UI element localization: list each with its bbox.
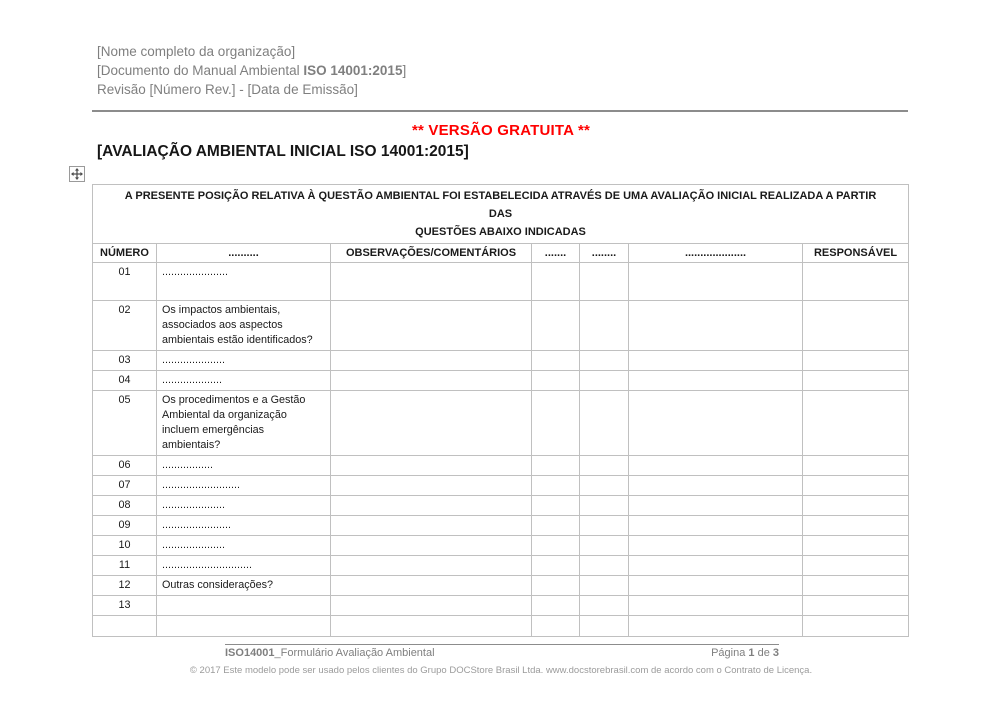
organization-name-placeholder: [Nome completo da organização] bbox=[97, 44, 296, 59]
empty-fill-cell[interactable] bbox=[580, 391, 629, 456]
empty-fill-cell[interactable] bbox=[331, 263, 532, 301]
document-header bbox=[97, 42, 406, 99]
questao-cell[interactable]: Os impactos ambientais, associados aos aspectos ambientais estão identificados? bbox=[157, 301, 331, 351]
page-of-label: de bbox=[754, 647, 773, 659]
table-row bbox=[93, 496, 909, 516]
empty-fill-cell[interactable] bbox=[580, 536, 629, 556]
questao-cell[interactable] bbox=[157, 596, 331, 616]
empty-fill-cell[interactable] bbox=[629, 301, 803, 351]
iso-standard-ref: ISO 14001:2015 bbox=[303, 63, 403, 78]
table-row bbox=[93, 616, 909, 637]
column-header-5: ........ bbox=[580, 244, 629, 263]
numero-cell[interactable]: 11 bbox=[93, 556, 157, 576]
empty-fill-cell[interactable] bbox=[580, 476, 629, 496]
empty-fill-cell[interactable] bbox=[532, 576, 580, 596]
table-title bbox=[93, 185, 909, 244]
numero-cell[interactable]: 13 bbox=[93, 596, 157, 616]
numero-cell[interactable]: 01 bbox=[93, 263, 157, 301]
empty-fill-cell[interactable] bbox=[331, 536, 532, 556]
empty-fill-cell[interactable] bbox=[803, 556, 909, 576]
empty-fill-cell[interactable] bbox=[629, 371, 803, 391]
revision-placeholder: Revisão [Número Rev.] - [Data de Emissão] bbox=[97, 82, 358, 97]
empty-fill-cell[interactable] bbox=[331, 576, 532, 596]
column-header-row bbox=[93, 244, 909, 263]
empty-fill-cell[interactable] bbox=[532, 301, 580, 351]
column-header-2: .......... bbox=[157, 244, 331, 263]
table-row bbox=[93, 391, 909, 456]
empty-fill-cell[interactable] bbox=[580, 351, 629, 371]
questao-cell[interactable] bbox=[157, 616, 331, 637]
table-row bbox=[93, 596, 909, 616]
page-number-indicator bbox=[711, 647, 779, 659]
empty-fill-cell[interactable] bbox=[629, 391, 803, 456]
empty-fill-cell[interactable] bbox=[803, 536, 909, 556]
questao-cell[interactable]: ..................... bbox=[157, 496, 331, 516]
empty-fill-cell[interactable] bbox=[331, 596, 532, 616]
numero-cell[interactable]: 10 bbox=[93, 536, 157, 556]
numero-cell[interactable]: 07 bbox=[93, 476, 157, 496]
free-version-banner: ** VERSÃO GRATUITA ** bbox=[411, 122, 591, 139]
empty-fill-cell[interactable] bbox=[803, 616, 909, 637]
numero-cell[interactable]: 09 bbox=[93, 516, 157, 536]
empty-fill-cell[interactable] bbox=[532, 391, 580, 456]
empty-fill-cell[interactable] bbox=[532, 516, 580, 536]
numero-cell[interactable]: 08 bbox=[93, 496, 157, 516]
empty-fill-cell[interactable] bbox=[803, 516, 909, 536]
empty-fill-cell[interactable] bbox=[532, 616, 580, 637]
numero-cell[interactable]: 06 bbox=[93, 456, 157, 476]
footer-doc-code: ISO14001 bbox=[225, 647, 275, 659]
questao-cell[interactable]: ..................... bbox=[157, 536, 331, 556]
footer-divider bbox=[225, 644, 779, 645]
empty-fill-cell[interactable] bbox=[331, 351, 532, 371]
empty-fill-cell[interactable] bbox=[331, 371, 532, 391]
empty-fill-cell[interactable] bbox=[331, 391, 532, 456]
empty-fill-cell[interactable] bbox=[629, 616, 803, 637]
questao-cell[interactable]: Os procedimentos e a Gestão Ambiental da organização incluem emergências ambientais? bbox=[157, 391, 331, 456]
numero-cell[interactable]: 05 bbox=[93, 391, 157, 456]
copyright-notice: © 2017 Este modelo pode ser usado pelos clientes do Grupo DOCStore Brasil Ltda. www.docstorebrasil.com de acordo com o Contrato de Licença. bbox=[189, 665, 813, 676]
empty-fill-cell[interactable] bbox=[532, 263, 580, 301]
empty-fill-cell[interactable] bbox=[331, 301, 532, 351]
empty-fill-cell[interactable] bbox=[580, 576, 629, 596]
page-label: Página bbox=[711, 647, 749, 659]
empty-fill-cell[interactable] bbox=[629, 596, 803, 616]
manual-document-prefix: [Documento do Manual Ambiental bbox=[97, 63, 304, 78]
empty-fill-cell[interactable] bbox=[803, 263, 909, 301]
empty-fill-cell[interactable] bbox=[803, 576, 909, 596]
empty-fill-cell[interactable] bbox=[532, 476, 580, 496]
table-row bbox=[93, 263, 909, 301]
empty-fill-cell[interactable] bbox=[629, 263, 803, 301]
empty-fill-cell[interactable] bbox=[580, 301, 629, 351]
table-title-row bbox=[93, 185, 909, 244]
empty-fill-cell[interactable] bbox=[532, 556, 580, 576]
manual-document-placeholder bbox=[97, 61, 406, 80]
empty-fill-cell[interactable] bbox=[331, 556, 532, 576]
empty-fill-cell[interactable] bbox=[532, 456, 580, 476]
empty-fill-cell[interactable] bbox=[803, 476, 909, 496]
empty-fill-cell[interactable] bbox=[532, 536, 580, 556]
questao-cell[interactable]: ...................... bbox=[157, 263, 331, 301]
table-row bbox=[93, 576, 909, 596]
questao-cell[interactable]: Outras considerações? bbox=[157, 576, 331, 596]
questao-cell[interactable]: ................. bbox=[157, 456, 331, 476]
header-divider bbox=[92, 110, 908, 112]
empty-fill-cell[interactable] bbox=[331, 476, 532, 496]
empty-fill-cell[interactable] bbox=[629, 556, 803, 576]
table-row bbox=[93, 556, 909, 576]
empty-fill-cell[interactable] bbox=[580, 596, 629, 616]
table-move-handle[interactable] bbox=[69, 166, 85, 182]
numero-cell[interactable]: 04 bbox=[93, 371, 157, 391]
empty-fill-cell[interactable] bbox=[580, 556, 629, 576]
empty-fill-cell[interactable] bbox=[532, 351, 580, 371]
manual-document-suffix: ] bbox=[402, 63, 407, 78]
questao-cell[interactable]: .......................... bbox=[157, 476, 331, 496]
footer-doc-name: _Formulário Avaliação Ambiental bbox=[274, 647, 435, 659]
current-page-number: 1 bbox=[748, 647, 755, 659]
questao-cell[interactable]: .............................. bbox=[157, 556, 331, 576]
empty-fill-cell[interactable] bbox=[803, 391, 909, 456]
questao-cell[interactable]: ..................... bbox=[157, 351, 331, 371]
questao-cell[interactable]: .................... bbox=[157, 371, 331, 391]
empty-fill-cell[interactable] bbox=[803, 496, 909, 516]
footer-doc-reference bbox=[225, 647, 435, 659]
numero-cell[interactable]: 02 bbox=[93, 301, 157, 351]
table-row bbox=[93, 456, 909, 476]
column-header-1: NÚMERO bbox=[93, 244, 157, 263]
empty-fill-cell[interactable] bbox=[532, 371, 580, 391]
column-header-4: ....... bbox=[532, 244, 580, 263]
empty-fill-cell[interactable] bbox=[532, 496, 580, 516]
empty-fill-cell[interactable] bbox=[803, 596, 909, 616]
table-row bbox=[93, 301, 909, 351]
page-footer bbox=[225, 647, 779, 659]
empty-fill-cell[interactable] bbox=[629, 496, 803, 516]
table-row bbox=[93, 476, 909, 496]
empty-fill-cell[interactable] bbox=[580, 456, 629, 476]
empty-fill-cell[interactable] bbox=[629, 536, 803, 556]
empty-fill-cell[interactable] bbox=[803, 301, 909, 351]
empty-fill-cell[interactable] bbox=[580, 263, 629, 301]
empty-fill-cell[interactable] bbox=[580, 496, 629, 516]
empty-fill-cell[interactable] bbox=[629, 476, 803, 496]
numero-cell[interactable] bbox=[93, 616, 157, 637]
numero-cell[interactable]: 12 bbox=[93, 576, 157, 596]
empty-fill-cell[interactable] bbox=[629, 516, 803, 536]
empty-fill-cell[interactable] bbox=[580, 371, 629, 391]
table-row bbox=[93, 351, 909, 371]
column-header-3: OBSERVAÇÕES/COMENTÁRIOS bbox=[331, 244, 532, 263]
table-row bbox=[93, 516, 909, 536]
empty-fill-cell[interactable] bbox=[803, 456, 909, 476]
column-header-7: RESPONSÁVEL bbox=[803, 244, 909, 263]
assessment-table bbox=[92, 184, 909, 637]
table-title-line1: A PRESENTE POSIÇÃO RELATIVA À QUESTÃO AMBIENTAL FOI ESTABELECIDA ATRAVÉS DE UMA AVALIAÇÃO INICIAL REALIZADA A PARTIR DAS bbox=[124, 190, 877, 220]
four-way-arrow-icon bbox=[71, 168, 83, 180]
column-header-6: .................... bbox=[629, 244, 803, 263]
empty-fill-cell[interactable] bbox=[331, 516, 532, 536]
empty-fill-cell[interactable] bbox=[629, 576, 803, 596]
total-pages-number: 3 bbox=[772, 647, 779, 659]
empty-fill-cell[interactable] bbox=[331, 456, 532, 476]
table-row bbox=[93, 536, 909, 556]
empty-fill-cell[interactable] bbox=[331, 496, 532, 516]
empty-fill-cell[interactable] bbox=[580, 616, 629, 637]
table-row bbox=[93, 371, 909, 391]
page-title: [AVALIAÇÃO AMBIENTAL INICIAL ISO 14001:2015] bbox=[97, 143, 469, 160]
numero-cell[interactable]: 03 bbox=[93, 351, 157, 371]
empty-fill-cell[interactable] bbox=[331, 616, 532, 637]
empty-fill-cell[interactable] bbox=[580, 516, 629, 536]
table-title-line2: QUESTÕES ABAIXO INDICADAS bbox=[415, 226, 586, 238]
empty-fill-cell[interactable] bbox=[629, 351, 803, 371]
empty-fill-cell[interactable] bbox=[532, 596, 580, 616]
empty-fill-cell[interactable] bbox=[803, 371, 909, 391]
empty-fill-cell[interactable] bbox=[803, 351, 909, 371]
questao-cell[interactable]: ....................... bbox=[157, 516, 331, 536]
empty-fill-cell[interactable] bbox=[629, 456, 803, 476]
